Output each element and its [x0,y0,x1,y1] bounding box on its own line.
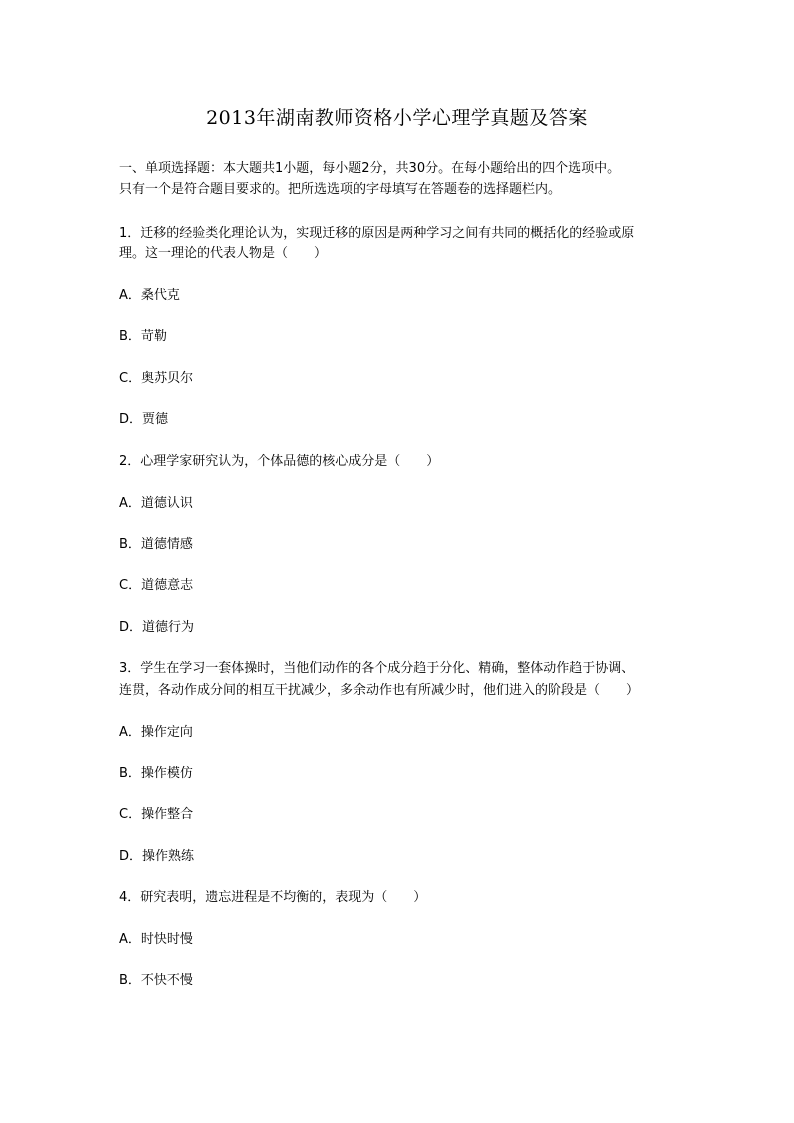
question-1-option-c: C．奥苏贝尔 [119,371,194,386]
question-3-stem-line-1: 3．学生在学习一套体操时，当他们动作的各个成分趋于分化、精确，整体动作趋于协调、 [119,661,635,676]
question-2-option-d: D．道德行为 [119,620,195,635]
question-3-option-b: B．操作模仿 [119,766,193,781]
question-3-option-d: D．操作熟练 [119,849,195,864]
question-2-option-a: A．道德认识 [119,496,193,511]
question-3-option-a: A．操作定向 [119,725,193,740]
question-1-option-a: A．桑代克 [119,288,180,303]
question-4-stem-line-1: 4．研究表明，遗忘进程是不均衡的，表现为（ ） [119,890,427,905]
question-4-option-b: B．不快不慢 [119,973,193,988]
instructions-line-2: 只有一个是符合题目要求的。把所选选项的字母填写在答题卷的选择题栏内。 [119,182,562,197]
question-3-option-c: C．操作整合 [119,807,194,822]
question-1-option-d: D．贾德 [119,412,169,427]
question-1-option-b: B．苛勒 [119,329,167,344]
question-1-stem-line-2: 理。这一理论的代表人物是（ ） [119,246,328,261]
question-2-stem-line-1: 2．心理学家研究认为，个体品德的核心成分是（ ） [119,454,440,469]
question-1-stem-line-1: 1．迁移的经验类化理论认为，实现迁移的原因是两种学习之间有共同的概括化的经验或原 [119,226,635,241]
question-2-option-b: B．道德情感 [119,537,193,552]
document-title: 2013年湖南教师资格小学心理学真题及答案 [206,107,588,129]
question-3-stem-line-2: 连贯，各动作成分间的相互干扰减少，多余动作也有所减少时，他们进入的阶段是（ ） [119,683,640,698]
instructions-line-1: 一、单项选择题：本大题共1小题，每小题2分，共30分。在每小题给出的四个选项中。 [119,161,621,176]
question-2-option-c: C．道德意志 [119,578,194,593]
question-4-option-a: A．时快时慢 [119,932,193,947]
